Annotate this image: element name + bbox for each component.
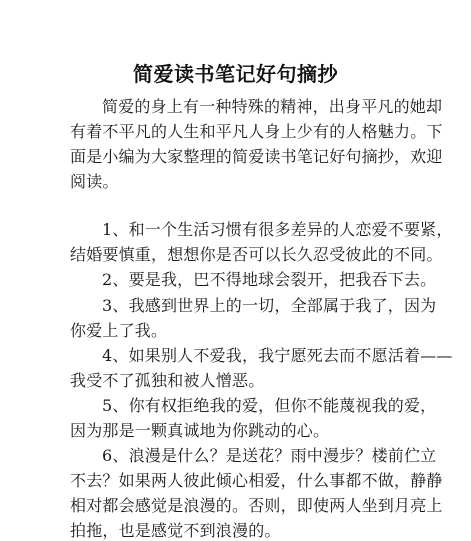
- quote-2-line-1: 2、要是我，巴不得地球会裂开，把我吞下去。: [102, 270, 437, 289]
- intro-line-1: 简爱的身上有一种特殊的精神，出身平凡的她却: [102, 97, 443, 116]
- intro-line-2: 有着不平凡的人生和平凡人身上少有的人格魅力。下: [70, 122, 443, 141]
- quote-6-line-3: 相对都会感觉是浪漫的。否则，即使两人坐到月亮上: [70, 496, 443, 515]
- quote-4-line-1: 4、如果别人不爱我，我宁愿死去而不愿活着——: [102, 346, 453, 365]
- quote-4-line-2: 我受不了孤独和被人憎恶。: [70, 371, 265, 390]
- quote-6-line-4: 拍拖，也是感觉不到浪漫的。: [70, 521, 281, 540]
- page-title: 简爱读书笔记好句摘抄: [133, 62, 338, 86]
- quote-6-line-2: 不去？如果两人彼此倾心相爱，什么事都不做，静静: [70, 471, 443, 490]
- quote-1-line-1: 1、和一个生活习惯有很多差异的人恋爱不要紧，: [102, 220, 453, 239]
- intro-line-3: 面是小编为大家整理的简爱读书笔记好句摘抄，欢迎: [70, 147, 443, 166]
- quote-3-line-1: 3、我感到世界上的一切，全部属于我了，因为: [102, 296, 437, 315]
- quote-6-line-1: 6、浪漫是什么？是送花？雨中漫步？楼前伫立: [102, 446, 437, 465]
- quote-3-line-2: 你爱上了我。: [70, 321, 168, 340]
- intro-line-4: 阅读。: [70, 172, 119, 191]
- quote-5-line-1: 5、你有权拒绝我的爱，但你不能蔑视我的爱，: [102, 396, 437, 415]
- quote-5-line-2: 因为那是一颗真诚地为你跳动的心。: [70, 421, 330, 440]
- quote-1-line-2: 结婚要慎重，想想你是否可以长久忍受彼此的不同。: [70, 245, 443, 264]
